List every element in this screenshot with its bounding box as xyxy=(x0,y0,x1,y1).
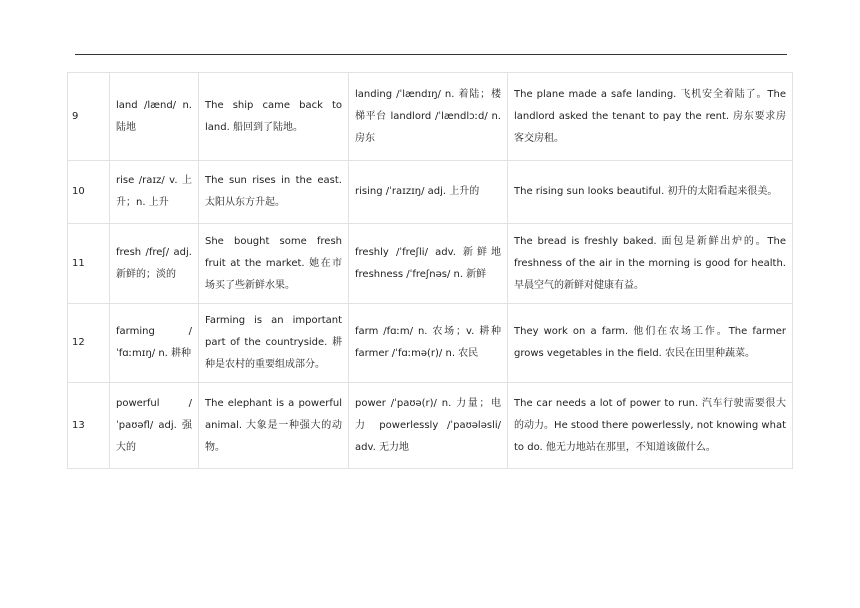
table-row xyxy=(68,383,793,469)
word-entry: farming /ˈfɑːmɪŋ/ n. 耕种 xyxy=(110,304,199,383)
example-sentence: She bought some fresh fruit at the market. 她在市场买了些新鲜水果。 xyxy=(199,224,349,304)
example-sentence: The elephant is a powerful animal. 大象是一种强大的动物。 xyxy=(199,383,349,469)
derivative-examples: The bread is freshly baked. 面包是新鲜出炉的。The freshness of the air in the morning is good for health. 早晨空气的新鲜对健康有益。 xyxy=(508,224,793,304)
table-row xyxy=(68,161,793,224)
derivatives: landing /ˈlændɪŋ/ n. 着陆；楼梯平台 landlord /ˈlændlɔːd/ n. 房东 xyxy=(349,73,508,161)
row-number: 10 xyxy=(68,161,110,224)
derivatives: farm /fɑːm/ n. 农场；v. 耕种 farmer /ˈfɑːmə(r)/ n. 农民 xyxy=(349,304,508,383)
row-number: 13 xyxy=(68,383,110,469)
header-rule xyxy=(75,54,787,55)
derivative-examples: They work on a farm. 他们在农场工作。The farmer grows vegetables in the field. 农民在田里种蔬菜。 xyxy=(508,304,793,383)
example-sentence: The sun rises in the east. 太阳从东方升起。 xyxy=(199,161,349,224)
word-entry: land /lænd/ n. 陆地 xyxy=(110,73,199,161)
derivatives: freshly /ˈfreʃli/ adv. 新鲜地 freshness /ˈfreʃnəs/ n. 新鲜 xyxy=(349,224,508,304)
word-entry: fresh /freʃ/ adj. 新鲜的；淡的 xyxy=(110,224,199,304)
derivative-examples: The plane made a safe landing. 飞机安全着陆了。The landlord asked the tenant to pay the rent. 房东要求房客交房租。 xyxy=(508,73,793,161)
row-number: 11 xyxy=(68,224,110,304)
derivatives: rising /ˈraɪzɪŋ/ adj. 上升的 xyxy=(349,161,508,224)
word-entry: rise /raɪz/ v. 上升；n. 上升 xyxy=(110,161,199,224)
vocabulary-table xyxy=(67,72,793,469)
derivative-examples: The car needs a lot of power to run. 汽车行驶需要很大的动力。He stood there powerlessly, not knowing what to do. 他无力地站在那里，不知道该做什么。 xyxy=(508,383,793,469)
table-row xyxy=(68,73,793,161)
word-entry: powerful /ˈpaʊəfl/ adj. 强大的 xyxy=(110,383,199,469)
table-row xyxy=(68,224,793,304)
example-sentence: Farming is an important part of the countryside. 耕种是农村的重要组成部分。 xyxy=(199,304,349,383)
table-row xyxy=(68,304,793,383)
row-number: 9 xyxy=(68,73,110,161)
row-number: 12 xyxy=(68,304,110,383)
example-sentence: The ship came back to land. 船回到了陆地。 xyxy=(199,73,349,161)
derivatives: power /ˈpaʊə(r)/ n. 力量；电力 powerlessly /ˈpaʊələsli/ adv. 无力地 xyxy=(349,383,508,469)
derivative-examples: The rising sun looks beautiful. 初升的太阳看起来很美。 xyxy=(508,161,793,224)
